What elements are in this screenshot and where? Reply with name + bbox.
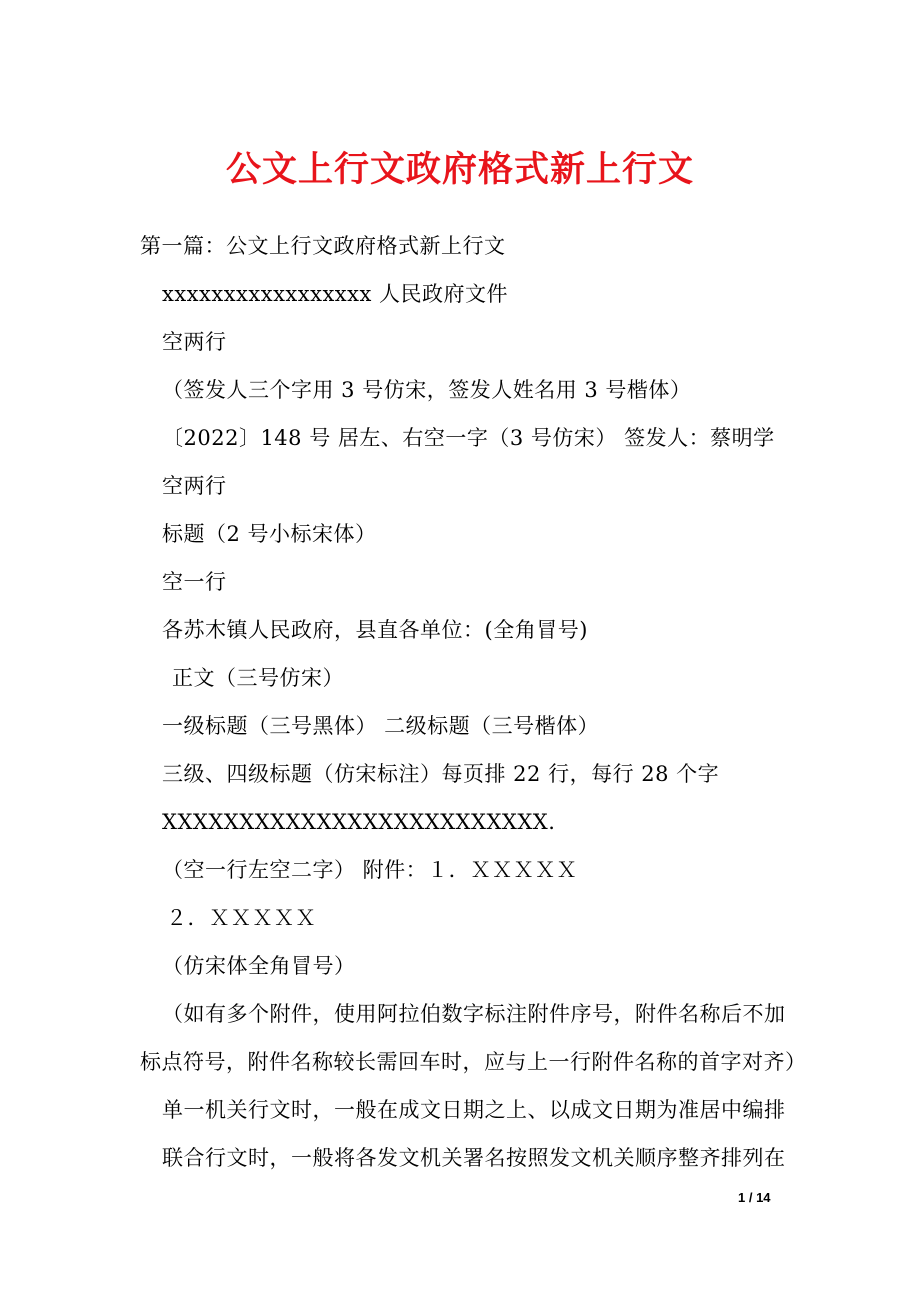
text-line: 一级标题（三号黑体） 二级标题（三号楷体） bbox=[162, 714, 600, 738]
text-line: XXXXXXXXXXXXXXXXXXXXXXXXX. bbox=[162, 810, 556, 834]
text-line-issuer: xxxxxxxxxxxxxxxxx 人民政府文件 bbox=[162, 282, 509, 306]
text-line-doc-number: 〔2022〕148 号 居左、右空一字（3 号仿宋） 签发人：蔡明学 bbox=[162, 426, 775, 450]
text-line-attachments: （空一行左空二字） 附件：１．ＸＸＸＸＸ bbox=[162, 858, 578, 882]
text-line: 空两行 bbox=[162, 474, 227, 498]
text-line: 三级、四级标题（仿宋标注）每页排 22 行，每行 28 个字 bbox=[162, 762, 720, 786]
section-heading: 第一篇：公文上行文政府格式新上行文 bbox=[140, 234, 506, 258]
text-line: 联合行文时，一般将各发文机关署名按照发文机关顺序整齐排列在 bbox=[162, 1146, 786, 1170]
text-line-recipients: 各苏木镇人民政府，县直各单位：(全角冒号) bbox=[162, 618, 588, 642]
text-line: （如有多个附件，使用阿拉伯数字标注附件序号，附件名称后不加 bbox=[162, 1002, 786, 1026]
text-line: 标题（2 号小标宋体） bbox=[162, 522, 377, 546]
text-line: 单一机关行文时，一般在成文日期之上、以成文日期为准居中编排 bbox=[162, 1098, 786, 1122]
text-line-attachment-2: ２．ＸＸＸＸＸ bbox=[166, 906, 317, 930]
text-line: （签发人三个字用 3 号仿宋，签发人姓名用 3 号楷体） bbox=[162, 378, 692, 402]
text-line: 空一行 bbox=[162, 570, 227, 594]
text-line: 正文（三号仿宋） bbox=[172, 666, 344, 690]
page-number: 1 / 14 bbox=[738, 1190, 771, 1205]
document-title: 公文上行文政府格式新上行文 bbox=[225, 149, 694, 190]
text-line: 空两行 bbox=[162, 330, 227, 354]
text-line: （仿宋体全角冒号） bbox=[162, 954, 356, 978]
text-line: 标点符号，附件名称较长需回车时，应与上一行附件名称的首字对齐） bbox=[140, 1050, 807, 1074]
